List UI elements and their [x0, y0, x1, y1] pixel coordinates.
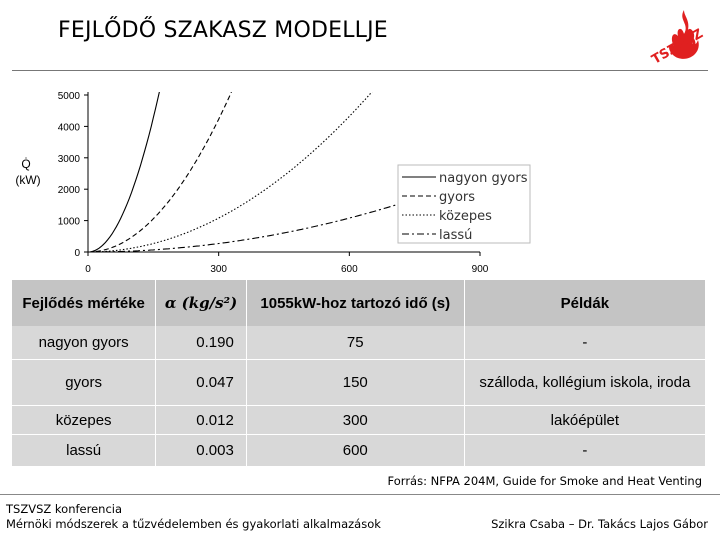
y-tick-label: 3000: [57, 153, 80, 165]
cell-alpha: 0.047: [156, 359, 247, 405]
header-growth-rate: Fejlődés mértéke: [12, 280, 156, 326]
slide-title: FEJLŐDŐ SZAKASZ MODELLJE: [58, 18, 388, 43]
legend-label-0: nagyon gyors: [439, 171, 528, 186]
footer-divider: [0, 494, 720, 495]
x-tick-label: 900: [471, 264, 489, 275]
cell-rate: nagyon gyors: [12, 326, 156, 359]
x-tick-label: 600: [340, 264, 358, 275]
y-axis-label: Q̇: [21, 157, 31, 171]
cell-rate: gyors: [12, 359, 156, 405]
growth-rate-table: [12, 280, 706, 466]
cell-examples: -: [464, 326, 705, 359]
y-tick-label: 5000: [57, 91, 80, 102]
legend-label-3: lassú: [439, 228, 473, 243]
table-row: [12, 326, 706, 359]
table-row: [12, 435, 706, 466]
cell-alpha: 0.012: [156, 405, 247, 435]
cell-time: 300: [246, 405, 464, 435]
header-time: 1055kW-hoz tartozó idő (s): [246, 280, 464, 326]
y-tick-label: 0: [74, 248, 80, 259]
cell-examples: szálloda, kollégium iskola, iroda: [464, 359, 705, 405]
footer-authors: Szikra Csaba – Dr. Takács Lajos Gábor: [491, 517, 708, 531]
y-tick-label: 1000: [57, 216, 80, 228]
header-examples: Példák: [464, 280, 705, 326]
title-divider: [12, 70, 708, 71]
cell-time: 75: [246, 326, 464, 359]
cell-alpha: 0.190: [156, 326, 247, 359]
legend-label-1: gyors: [439, 190, 476, 205]
cell-time: 150: [246, 359, 464, 405]
cell-alpha: 0.003: [156, 435, 247, 466]
cell-examples: -: [464, 435, 705, 466]
footer-conference: [6, 502, 381, 532]
y-tick-label: 4000: [57, 122, 80, 134]
cell-rate: közepes: [12, 405, 156, 435]
source-note: Forrás: NFPA 204M, Guide for Smoke and Heat Venting: [387, 474, 702, 488]
cell-rate: lassú: [12, 435, 156, 466]
footer-line-1: TSZVSZ konferencia: [6, 502, 123, 516]
tszvsz-logo: [644, 6, 716, 70]
table-row: [12, 359, 706, 405]
growth-curve-chart: [0, 80, 720, 280]
footer-line-2: Mérnöki módszerek a tűzvédelemben és gyakorlati alkalmazások: [6, 517, 381, 531]
logo-text: TSZVSZ: [649, 26, 706, 68]
x-tick-label: 0: [85, 264, 91, 275]
y-tick-label: 2000: [57, 185, 80, 197]
legend-label-2: közepes: [439, 209, 492, 224]
y-axis-unit: (kW): [15, 173, 41, 187]
cell-examples: lakóépület: [464, 405, 705, 435]
table-row: [12, 405, 706, 435]
header-alpha: α (kg/s²): [156, 280, 247, 326]
table-header-row: [12, 280, 706, 326]
x-tick-label: 300: [210, 264, 228, 275]
cell-time: 600: [246, 435, 464, 466]
